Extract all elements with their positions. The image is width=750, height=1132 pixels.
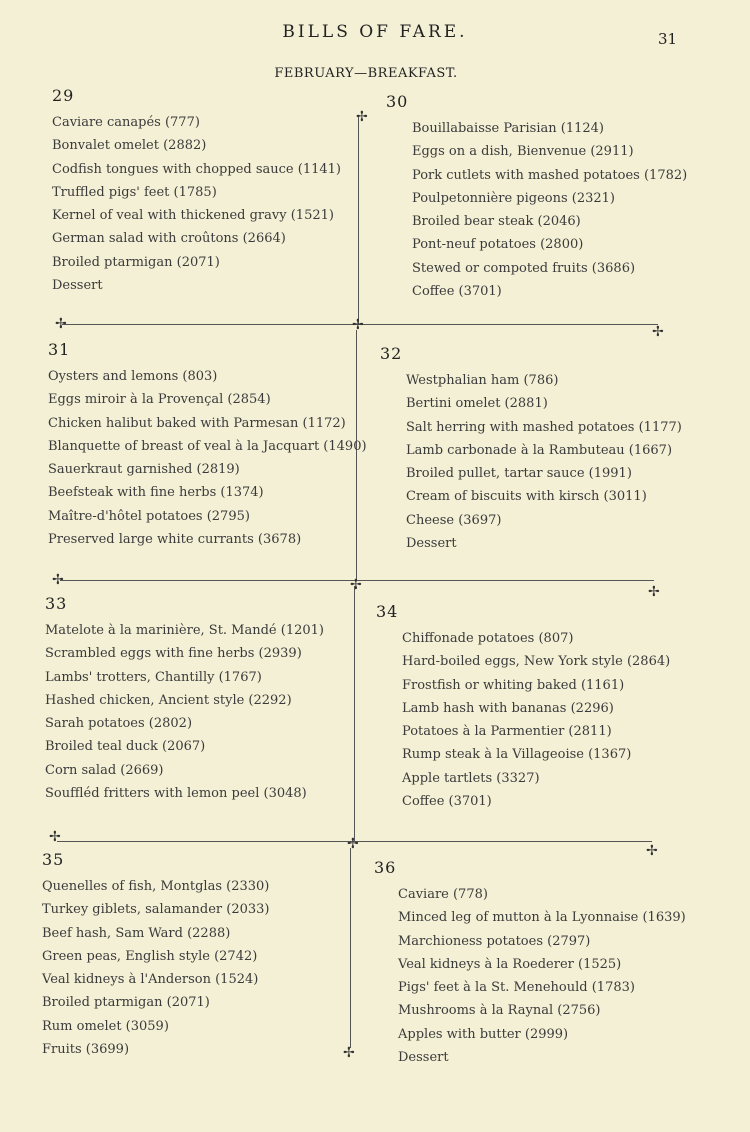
menu-item: Pont-neuf potatoes (2800) bbox=[412, 237, 584, 253]
menu-item: Coffee (3701) bbox=[412, 284, 502, 300]
menu-item: Broiled pullet, tartar sauce (1991) bbox=[406, 466, 632, 482]
menu-item: Cheese (3697) bbox=[406, 512, 502, 528]
menu-item: Pork cutlets with mashed potatoes (1782) bbox=[412, 167, 688, 183]
menu-number: 35 bbox=[42, 850, 65, 869]
menu-item: Dessert bbox=[398, 1050, 449, 1066]
menu-item-list bbox=[45, 619, 324, 805]
menu-item: Hard-boiled eggs, New York style (2864) bbox=[402, 654, 671, 670]
menu-item: Bonvalet omelet (2882) bbox=[52, 138, 207, 154]
cross-ornament-icon: ✢ bbox=[646, 843, 658, 859]
menu-number: 32 bbox=[380, 344, 403, 363]
menu-34 bbox=[376, 602, 670, 813]
menu-item: Oysters and lemons (803) bbox=[48, 369, 218, 384]
menu-item: Broiled ptarmigan (2071) bbox=[42, 995, 210, 1011]
menu-31 bbox=[48, 340, 367, 551]
menu-item: Fruits (3699) bbox=[42, 1042, 130, 1058]
page-number: 31 bbox=[658, 30, 678, 48]
menu-item: Lamb carbonade à la Rambuteau (1667) bbox=[406, 442, 673, 458]
menu-item: Eggs miroir à la Provençal (2854) bbox=[48, 392, 271, 408]
menu-item: Apples with butter (2999) bbox=[398, 1026, 569, 1042]
menu-item: Codfish tongues with chopped sauce (1141) bbox=[52, 161, 341, 177]
menu-item: Kernel of veal with thickened gravy (1521) bbox=[52, 208, 334, 224]
menu-item: Poulpetonnière pigeons (2321) bbox=[412, 190, 616, 206]
menu-number: 30 bbox=[386, 92, 409, 111]
menu-item: Matelote à la marinière, St. Mandé (1201) bbox=[45, 623, 324, 638]
menu-item: Rump steak à la Villageoise (1367) bbox=[402, 747, 632, 763]
menu-item: Rum omelet (3059) bbox=[42, 1018, 169, 1034]
menu-item: Souffléd fritters with lemon peel (3048) bbox=[45, 786, 307, 802]
menu-item: Beef hash, Sam Ward (2288) bbox=[42, 925, 231, 941]
menu-item: Preserved large white currants (3678) bbox=[48, 532, 302, 548]
vertical-divider bbox=[350, 848, 351, 1048]
menu-item: Caviare (778) bbox=[398, 887, 488, 902]
menu-item: Bertini omelet (2881) bbox=[406, 396, 548, 412]
menu-number: 33 bbox=[45, 594, 68, 613]
vertical-divider bbox=[358, 115, 359, 325]
menu-item: Potatoes à la Parmentier (2811) bbox=[402, 724, 612, 740]
menu-item: Corn salad (2669) bbox=[45, 762, 164, 778]
menu-item: Chiffonade potatoes (807) bbox=[402, 631, 574, 646]
cross-ornament-icon: ✢ bbox=[350, 577, 362, 593]
cross-ornament-icon: ✢ bbox=[52, 572, 64, 588]
menu-item: Lambs' trotters, Chantilly (1767) bbox=[45, 669, 262, 685]
menu-item: Frostfish or whiting baked (1161) bbox=[402, 677, 625, 693]
menu-item: Bouillabaisse Parisian (1124) bbox=[412, 121, 604, 136]
menu-item: Mushrooms à la Raynal (2756) bbox=[398, 1003, 601, 1019]
menu-item-list bbox=[380, 369, 682, 555]
menu-item: Marchioness potatoes (2797) bbox=[398, 933, 591, 949]
menu-item: Sauerkraut garnished (2819) bbox=[48, 462, 240, 478]
menu-item: Veal kidneys à la Roederer (1525) bbox=[398, 956, 622, 972]
menu-item: Coffee (3701) bbox=[402, 794, 492, 810]
cross-ornament-icon: ✢ bbox=[352, 317, 364, 333]
menu-item: Dessert bbox=[52, 278, 103, 294]
menu-item: Caviare canapés (777) bbox=[52, 115, 200, 130]
menu-item: Stewed or compoted fruits (3686) bbox=[412, 260, 636, 276]
menu-item: Eggs on a dish, Bienvenue (2911) bbox=[412, 144, 634, 160]
menu-item: Blanquette of breast of veal à la Jacquart (1490) bbox=[48, 438, 367, 454]
menu-30 bbox=[386, 92, 687, 303]
menu-29 bbox=[52, 86, 341, 297]
menu-item-list bbox=[386, 117, 687, 303]
menu-item: Sarah potatoes (2802) bbox=[45, 716, 193, 732]
cross-ornament-icon: ✢ bbox=[55, 316, 67, 332]
menu-item: Beefsteak with fine herbs (1374) bbox=[48, 485, 264, 501]
cross-ornament-icon: ✢ bbox=[49, 829, 61, 845]
menu-number: 36 bbox=[374, 858, 397, 877]
menu-item: Pigs' feet à la St. Menehould (1783) bbox=[398, 980, 635, 996]
menu-item: Apple tartlets (3327) bbox=[402, 770, 540, 786]
menu-item-list bbox=[52, 111, 341, 297]
menu-item-list bbox=[374, 883, 686, 1069]
cross-ornament-icon: ✢ bbox=[652, 324, 664, 340]
menu-item: Hashed chicken, Ancient style (2292) bbox=[45, 692, 292, 708]
menu-35 bbox=[42, 850, 270, 1061]
cross-ornament-icon: ✢ bbox=[648, 584, 660, 600]
menu-item: Broiled bear steak (2046) bbox=[412, 214, 581, 230]
menu-33 bbox=[45, 594, 324, 805]
menu-item: Scrambled eggs with fine herbs (2939) bbox=[45, 646, 302, 662]
menu-item: Salt herring with mashed potatoes (1177) bbox=[406, 419, 682, 435]
menu-item-list bbox=[376, 627, 670, 813]
menu-item: Green peas, English style (2742) bbox=[42, 948, 258, 964]
cross-ornament-icon: ✢ bbox=[356, 109, 368, 125]
cross-ornament-icon: ✢ bbox=[343, 1045, 355, 1061]
vertical-divider bbox=[354, 586, 355, 841]
menu-item: German salad with croûtons (2664) bbox=[52, 231, 286, 247]
menu-number: 34 bbox=[376, 602, 399, 621]
menu-item: Broiled teal duck (2067) bbox=[45, 739, 206, 755]
menu-item: Lamb hash with bananas (2296) bbox=[402, 700, 614, 716]
cross-ornament-icon: ✢ bbox=[347, 836, 359, 852]
menu-number: 31 bbox=[48, 340, 71, 359]
menu-36 bbox=[374, 858, 686, 1069]
section-title: FEBRUARY—BREAKFAST. bbox=[274, 66, 458, 81]
menu-item: Minced leg of mutton à la Lyonnaise (1639) bbox=[398, 910, 686, 926]
menu-item: Chicken halibut baked with Parmesan (1172) bbox=[48, 415, 346, 431]
menu-item: Cream of biscuits with kirsch (3011) bbox=[406, 489, 647, 505]
menu-item: Turkey giblets, salamander (2033) bbox=[42, 902, 270, 918]
menu-item: Broiled ptarmigan (2071) bbox=[52, 254, 220, 270]
menu-item: Dessert bbox=[406, 536, 457, 552]
running-header: BILLS OF FARE. bbox=[282, 22, 468, 42]
menu-item: Maître-d'hôtel potatoes (2795) bbox=[48, 508, 250, 524]
menu-item: Truffled pigs' feet (1785) bbox=[52, 184, 217, 200]
menu-item: Quenelles of fish, Montglas (2330) bbox=[42, 879, 270, 894]
menu-item-list bbox=[42, 875, 270, 1061]
menu-number: 29 bbox=[52, 86, 75, 105]
menu-item: Westphalian ham (786) bbox=[406, 373, 559, 388]
menu-32 bbox=[380, 344, 682, 555]
menu-item-list bbox=[48, 365, 367, 551]
menu-item: Veal kidneys à l'Anderson (1524) bbox=[42, 972, 259, 988]
